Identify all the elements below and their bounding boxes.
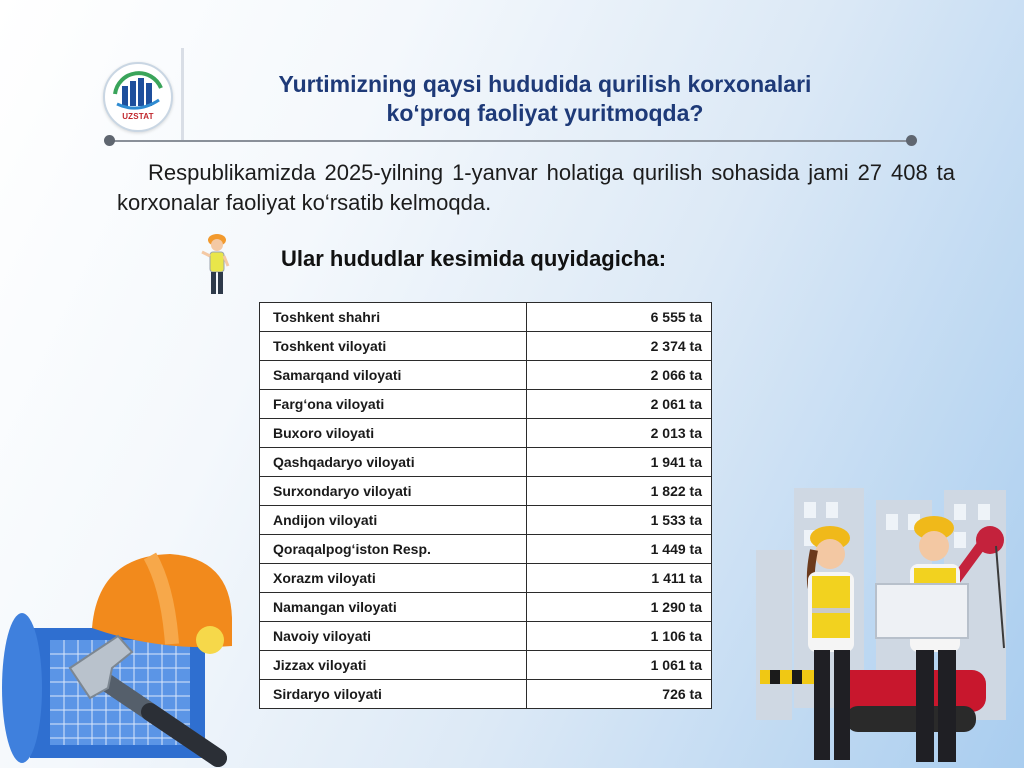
table-row [260, 622, 712, 651]
intro-paragraph: Respublikamizda 2025-yilning 1-yanvar holatiga qurilish sohasida jami 27 408 ta korxonalar faoliyat ko‘rsatib kelmoqda. [117, 160, 955, 215]
region-name: Sirdaryo viloyati [260, 680, 527, 709]
region-count: 2 061 ta [527, 390, 712, 419]
table-row [260, 390, 712, 419]
page-title [200, 70, 890, 128]
table-row [260, 332, 712, 361]
table-row [260, 477, 712, 506]
table-row [260, 680, 712, 709]
blueprint-helmet-hammer-illustration [0, 548, 240, 768]
region-count: 1 411 ta [527, 564, 712, 593]
region-count: 726 ta [527, 680, 712, 709]
region-count: 2 013 ta [527, 419, 712, 448]
region-name: Toshkent shahri [260, 303, 527, 332]
title-line-2: ko‘proq faoliyat yuritmoqda? [386, 100, 704, 126]
title-underline [110, 140, 912, 142]
table-row [260, 361, 712, 390]
table-row [260, 448, 712, 477]
worker-icon [196, 232, 236, 298]
region-count: 1 449 ta [527, 535, 712, 564]
region-count: 1 290 ta [527, 593, 712, 622]
region-count: 1 533 ta [527, 506, 712, 535]
region-count: 1 822 ta [527, 477, 712, 506]
region-count: 6 555 ta [527, 303, 712, 332]
underline-right-dot [906, 135, 917, 146]
region-name: Namangan viloyati [260, 593, 527, 622]
table-row [260, 593, 712, 622]
title-line-1: Yurtimizning qaysi hududida qurilish korxonalari [278, 71, 812, 97]
table-row [260, 303, 712, 332]
table-row [260, 651, 712, 680]
region-name: Surxondaryo viloyati [260, 477, 527, 506]
uzstat-logo [103, 62, 173, 132]
region-name: Jizzax viloyati [260, 651, 527, 680]
header-divider [181, 48, 184, 140]
underline-left-dot [104, 135, 115, 146]
region-count: 2 066 ta [527, 361, 712, 390]
region-count: 1 061 ta [527, 651, 712, 680]
region-name: Xorazm viloyati [260, 564, 527, 593]
region-count: 1 106 ta [527, 622, 712, 651]
section-subtitle: Ular hududlar kesimida quyidagicha: [281, 246, 667, 271]
region-name: Navoiy viloyati [260, 622, 527, 651]
region-count: 2 374 ta [527, 332, 712, 361]
logo-text: UZSTAT [122, 112, 154, 121]
region-name: Andijon viloyati [260, 506, 527, 535]
table-row [260, 535, 712, 564]
region-name: Buxoro viloyati [260, 419, 527, 448]
region-count: 1 941 ta [527, 448, 712, 477]
table-row [260, 506, 712, 535]
region-name: Qoraqalpog‘iston Resp. [260, 535, 527, 564]
workers-construction-illustration [756, 480, 1024, 768]
region-name: Toshkent viloyati [260, 332, 527, 361]
region-name: Samarqand viloyati [260, 361, 527, 390]
table-row [260, 564, 712, 593]
region-name: Qashqadaryo viloyati [260, 448, 527, 477]
region-name: Farg‘ona viloyati [260, 390, 527, 419]
excavator-icon [836, 670, 986, 732]
regions-table [259, 302, 712, 709]
table-row [260, 419, 712, 448]
